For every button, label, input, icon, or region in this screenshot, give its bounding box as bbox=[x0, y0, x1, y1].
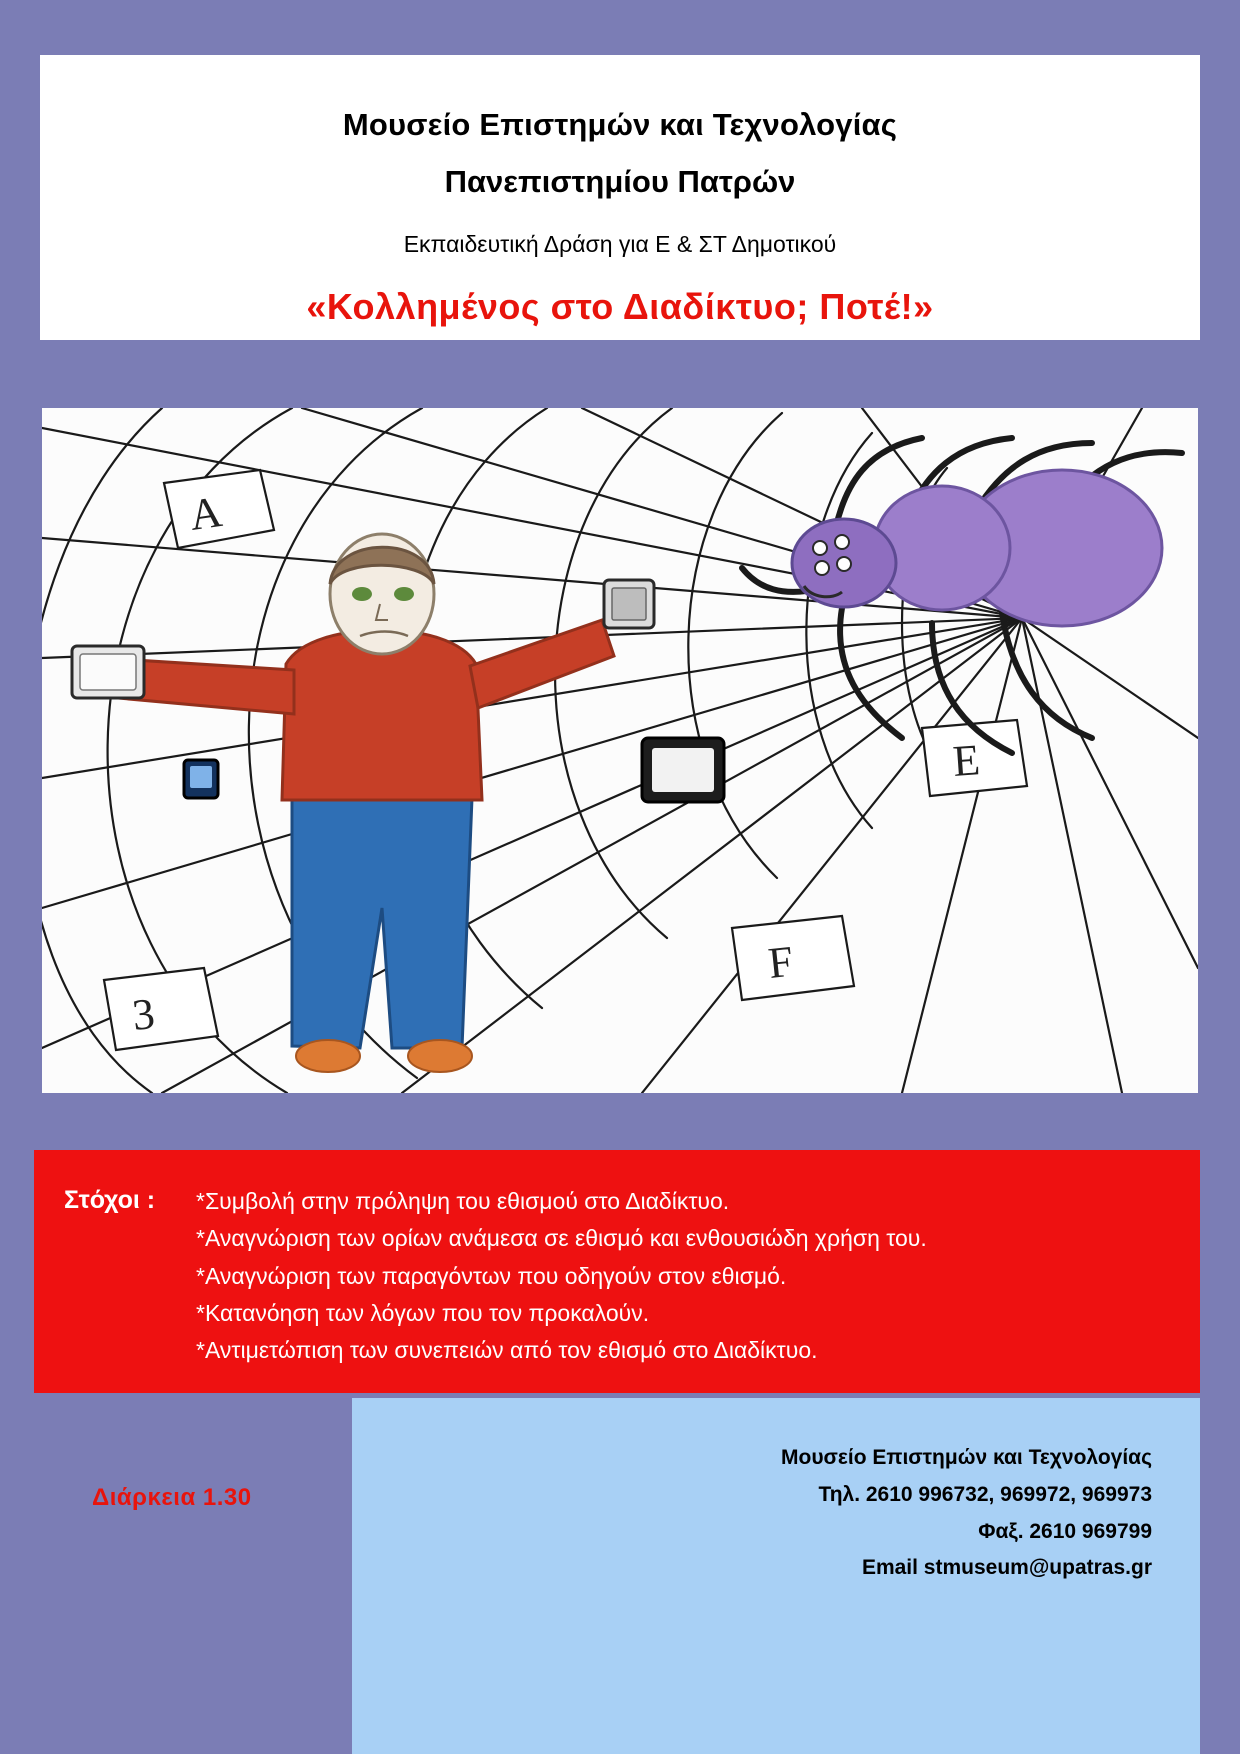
goal-item: *Συμβολή στην πρόληψη του εθισμού στο Διαδίκτυο. bbox=[196, 1188, 730, 1214]
contact-email: Email stmuseum@upatras.gr bbox=[861, 1556, 1152, 1580]
goal-item: *Κατανόηση των λόγων που τον προκαλούν. bbox=[196, 1299, 650, 1326]
header-block bbox=[40, 55, 1200, 340]
goal-item: *Αναγνώριση των παραγόντων που οδηγούν στον εθισμό. bbox=[196, 1262, 787, 1289]
svg-text:F: F bbox=[765, 936, 796, 988]
page-title: «Κολλημένος στο Διαδίκτυο; Ποτέ!» bbox=[306, 285, 934, 327]
contact-museum-name: Μουσείο Επιστημών και Τεχνολογίας bbox=[781, 1446, 1152, 1469]
museum-title-line2: Πανεπιστημίου Πατρών bbox=[444, 163, 796, 199]
svg-text:3: 3 bbox=[129, 988, 157, 1040]
goal-item: *Αναγνώριση των ορίων ανάμεσα σε εθισμό και ενθουσιώδη χρήση του. bbox=[196, 1225, 927, 1252]
contact-block bbox=[352, 1398, 1200, 1754]
goals-list bbox=[196, 1183, 1180, 1369]
activity-subtitle: Εκπαιδευτική Δράση για Ε & ΣΤ Δημοτικού bbox=[403, 230, 837, 257]
goal-item: *Αντιμετώπιση των συνεπειών από τον εθισμό στο Διαδίκτυο. bbox=[196, 1337, 818, 1363]
duration-label: Διάρκεια 1.30 bbox=[92, 1484, 252, 1511]
svg-text:A: A bbox=[186, 486, 225, 540]
svg-text:E: E bbox=[951, 735, 982, 786]
illustration-image bbox=[42, 408, 1198, 1093]
goals-label: Στόχοι : bbox=[64, 1186, 156, 1214]
contact-phone: Τηλ. 2610 996732, 969972, 969973 bbox=[818, 1482, 1152, 1506]
spider-web-drawing bbox=[42, 408, 1198, 1093]
contact-fax: Φαξ. 2610 969799 bbox=[978, 1519, 1152, 1543]
goals-block bbox=[34, 1150, 1200, 1393]
museum-title-line1: Μουσείο Επιστημών και Τεχνολογίας bbox=[342, 107, 898, 142]
